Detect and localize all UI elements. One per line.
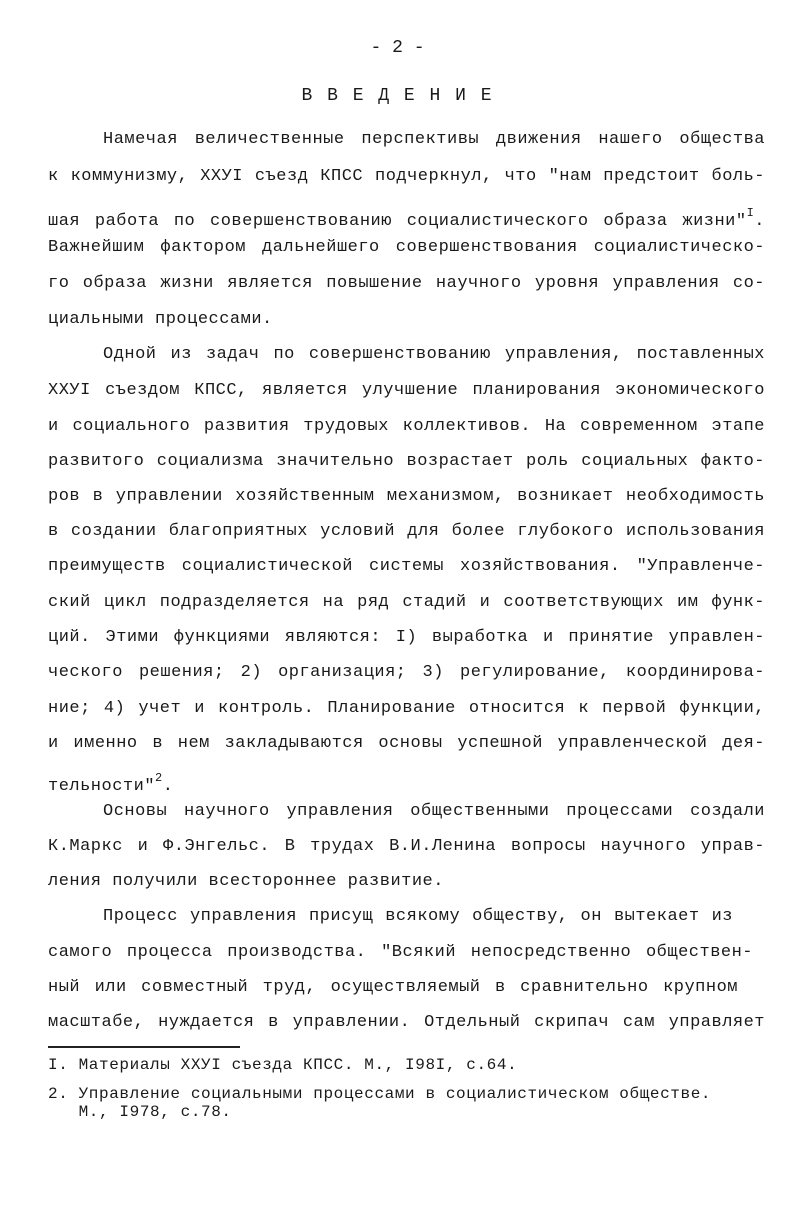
text-line: самого процесса производства. "Всякий непосредственно обществен-: [48, 943, 753, 962]
text-line: ров в управлении хозяйственным механизмом, возникает необходимость: [48, 487, 765, 506]
text-line: [48, 766, 765, 799]
text-line: Важнейшим фактором дальнейшего совершенствования социалистическо-: [48, 238, 765, 257]
text-line: масштабе, нуждается в управлении. Отдельный скрипач сам управляет: [48, 1013, 765, 1032]
text-line: го образа жизни является повышение научного уровня управления со-: [48, 274, 765, 293]
text-span: .: [162, 777, 174, 796]
footnote-1: I. Материалы ХХУI съезда КПСС. М., I98I, с.64.: [48, 1056, 518, 1074]
page-number: - 2 -: [370, 38, 425, 58]
text-line: ций. Этими функциями являются: I) выработка и принятие управлен-: [48, 628, 765, 647]
text-line: ный или совместный труд, осуществляемый в сравнительно крупном: [48, 978, 738, 997]
text-line: ние; 4) учет и контроль. Планирование относится к первой функции,: [48, 699, 765, 718]
section-heading: В В Е Д Е Н И Е: [301, 86, 494, 106]
text-line: преимуществ социалистической системы хозяйствования. "Управленче-: [48, 557, 765, 576]
footnote-divider: [48, 1046, 240, 1048]
text-line: в создании благоприятных условий для более глубокого использования: [48, 522, 765, 541]
text-line: циальными процессами.: [48, 310, 273, 329]
text-line: ления получили всестороннее развитие.: [48, 872, 444, 891]
text-line: Намечая величественные перспективы движения нашего общества: [103, 130, 765, 149]
text-span: шая работа по совершенствованию социалистического образа жизни": [48, 212, 747, 231]
text-line: Процесс управления присущ всякому обществу, он вытекает из: [103, 907, 733, 926]
footnote-2: 2. Управление социальными процессами в социалистическом обществе.: [48, 1085, 712, 1103]
footnote-ref-1: I: [746, 206, 755, 220]
text-line: развитого социализма значительно возрастает роль социальных факто-: [48, 452, 765, 471]
text-line: ХХУI съездом КПСС, является улучшение планирования экономического: [48, 381, 765, 400]
text-line: ческого решения; 2) организация; 3) регулирование, координирова-: [48, 663, 765, 682]
text-line: и именно в нем закладываются основы успешной управленческой дея-: [48, 734, 765, 753]
text-line: Одной из задач по совершенствованию управления, поставленных: [103, 345, 765, 364]
footnote-2-continued: М., I978, с.78.: [48, 1103, 232, 1121]
text-line: ский цикл подразделяется на ряд стадий и соответствующих им функ-: [48, 593, 765, 612]
text-line: К.Маркс и Ф.Энгельс. В трудах В.И.Ленина вопросы научного управ-: [48, 837, 765, 856]
text-span: .: [754, 212, 765, 231]
text-line: и социального развития трудовых коллективов. На современном этапе: [48, 417, 765, 436]
footnote-ref-2: 2: [155, 771, 163, 785]
text-line: Основы научного управления общественными процессами создали: [103, 802, 765, 821]
text-span: тельности": [48, 777, 156, 796]
text-line: к коммунизму, ХХУI съезд КПСС подчеркнул, что "нам предстоит боль-: [48, 167, 765, 186]
text-line: [48, 201, 765, 234]
